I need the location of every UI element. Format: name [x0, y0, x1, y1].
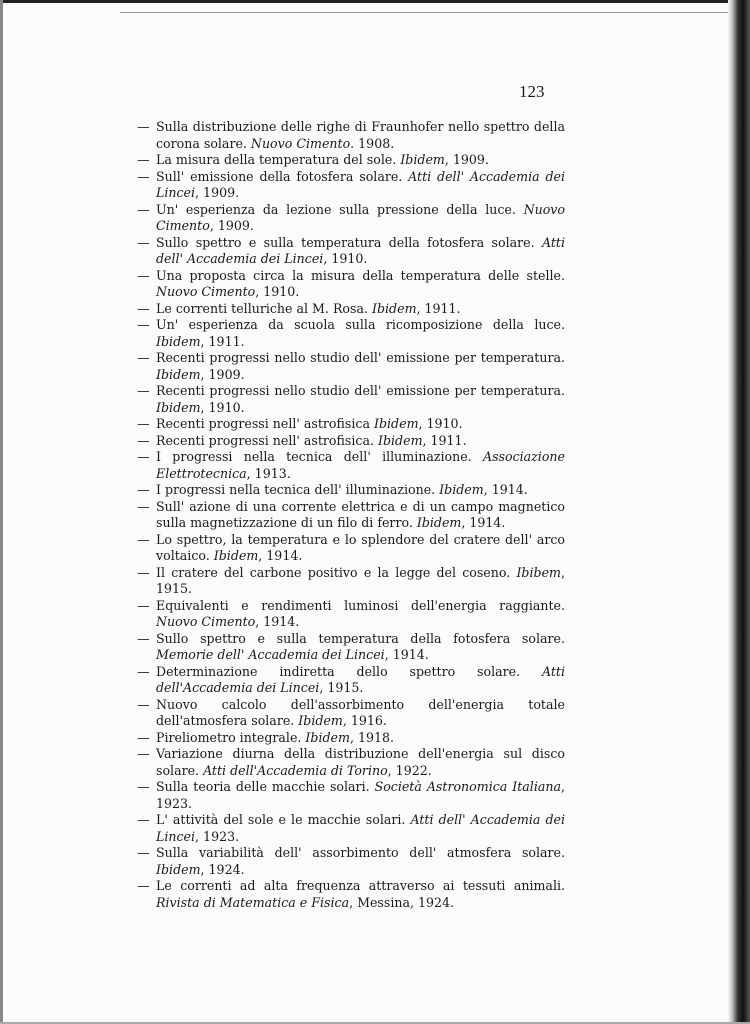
bibliography-entry: [137, 730, 565, 747]
bibliography-entry: [137, 482, 565, 499]
bibliography-entry: [137, 350, 565, 383]
bibliography-entry: [137, 845, 565, 878]
bibliography-entry: [137, 383, 565, 416]
entry-source: Rivista di Matematica e Fisica: [156, 894, 350, 910]
entry-source: Ibidem: [373, 416, 419, 431]
entry-source: Ibidem: [213, 548, 259, 563]
entry-dash: —: [137, 564, 150, 580]
entry-title: Recenti progressi nello studio dell' emissione per temperatura.: [156, 383, 565, 398]
bibliography-entry: [137, 878, 565, 911]
bibliography-entry: [137, 812, 565, 845]
entry-year: , 1923.: [195, 828, 240, 844]
entry-title: Variazione diurna della distribuzione dell'energia sul disco solare.: [156, 746, 565, 778]
entry-year: , 1914.: [384, 647, 429, 662]
entry-dash: —: [137, 878, 150, 893]
entry-source: Nuovo Cimento: [156, 614, 256, 629]
bibliography-entry: [137, 746, 565, 779]
entry-source: Atti dell'Accademia di Torino: [203, 762, 388, 778]
entry-year: , 1911.: [200, 333, 245, 349]
entry-dash: —: [137, 696, 150, 712]
entry-dash: —: [137, 663, 150, 679]
entry-source: Atti dell' Accademia dei Lincei: [156, 234, 565, 266]
bibliography-entry: [137, 779, 565, 812]
bibliography-entry: [137, 499, 565, 532]
entry-source: Ibidem: [156, 861, 201, 877]
entry-dash: —: [137, 746, 150, 761]
scan-left-edge: [0, 0, 3, 1024]
entry-title: La misura della temperatura del sole.: [156, 152, 401, 167]
entry-title: Equivalenti e rendimenti luminosi dell'energia raggiante.: [156, 597, 565, 613]
entry-year: , 1914.: [483, 482, 528, 497]
entry-year: , 1918.: [349, 729, 394, 745]
entry-year: , 1911.: [422, 432, 467, 448]
entry-year: , 1910.: [200, 399, 245, 415]
entry-source: Nuovo Cimento: [250, 135, 351, 151]
bibliography-entry: [137, 565, 565, 598]
entry-year: . 1908.: [350, 135, 395, 151]
bibliography-entry: [137, 268, 565, 301]
entry-title: Recenti progressi nello studio dell' emissione per temperatura.: [156, 350, 565, 365]
entry-dash: —: [137, 779, 150, 794]
entry-year: , 1914.: [255, 614, 300, 629]
bibliography-entry: [137, 317, 565, 350]
entry-year: , 1915.: [319, 680, 364, 695]
entry-dash: —: [137, 812, 150, 827]
entry-dash: —: [137, 531, 150, 547]
entry-year: , 1910.: [418, 416, 463, 431]
bibliography-entry: [137, 416, 565, 433]
entry-dash: —: [137, 498, 150, 514]
entry-source: Atti dell'Accademia dei Lincei: [156, 663, 565, 695]
entry-source: Ibidem: [439, 482, 484, 497]
entry-source: Ibibem: [516, 564, 561, 580]
entry-title: Sulla variabilità dell' assorbimento dell' atmosfera solare.: [156, 845, 565, 860]
entry-year: , 1915.: [156, 564, 565, 596]
entry-source: Ibidem: [156, 333, 201, 349]
entry-dash: —: [137, 729, 150, 745]
entry-dash: —: [137, 482, 150, 497]
bibliography-entry: [137, 664, 565, 697]
entry-year: , 1922.: [387, 762, 432, 778]
entry-dash: —: [137, 152, 150, 167]
entry-dash: —: [137, 416, 150, 431]
entry-year: , 1924.: [200, 861, 245, 877]
entry-title: L' attività del sole e le macchie solari.: [156, 812, 411, 827]
entry-source: Società Astronomica Italiana: [374, 779, 561, 794]
entry-title: Recenti progressi nell' astrofisica: [156, 416, 374, 431]
entry-dash: —: [137, 267, 150, 283]
entry-year: , Messina, 1924.: [349, 894, 455, 910]
entry-title: I progressi nella tecnica dell' illuminazione.: [156, 449, 483, 464]
entry-source: Memorie dell' Accademia dei Lincei: [156, 647, 385, 662]
bibliography-entry: [137, 631, 565, 664]
entry-year: , 1923.: [156, 779, 565, 811]
entry-title: Sullo spettro e sulla temperatura della fotosfera solare.: [156, 630, 565, 646]
entry-dash: —: [137, 630, 150, 646]
entry-source: Ibidem: [371, 300, 417, 316]
entry-dash: —: [137, 168, 150, 184]
entry-dash: —: [137, 449, 150, 464]
entry-year: , 1909.: [195, 185, 240, 200]
entry-title: Le correnti ad alta frequenza attraverso ai tessuti animali.: [156, 878, 565, 893]
entry-year: , 1913.: [246, 465, 291, 481]
entry-source: Atti dell' Accademia dei Lincei: [156, 168, 566, 200]
entry-year: , 1911.: [416, 300, 461, 316]
scan-top-rule: [120, 12, 750, 13]
bibliography-entry: [137, 697, 565, 730]
bibliography-entry: [137, 169, 565, 202]
entry-year: , 1909.: [444, 152, 489, 167]
entry-title: Un' esperienza da scuola sulla ricomposizione della luce.: [156, 317, 565, 332]
entry-dash: —: [137, 201, 150, 217]
entry-dash: —: [137, 119, 150, 134]
entry-year: , 1916.: [342, 713, 387, 728]
bibliography-entry: [137, 598, 565, 631]
entry-dash: —: [137, 317, 150, 332]
entry-title: Determinazione indiretta dello spettro solare.: [156, 663, 542, 679]
bibliography-entry: [137, 152, 565, 169]
entry-title: Una proposta circa la misura della temperatura delle stelle.: [156, 267, 565, 283]
page-number: 123: [519, 82, 545, 101]
entry-source: Ibidem: [298, 713, 343, 728]
entry-source: Nuovo Cimento: [156, 284, 256, 299]
entry-year: , 1909.: [209, 218, 254, 233]
entry-source: Ibidem: [156, 366, 201, 382]
entry-title: Le correnti telluriche al M. Rosa.: [156, 300, 372, 316]
entry-title: Il cratere del carbone positivo e la legge del coseno.: [156, 564, 517, 580]
entry-title: Sullo spettro e sulla temperatura della fotosfera solare.: [156, 234, 542, 250]
entry-source: Atti dell' Accademia dei Lincei: [156, 812, 565, 844]
entry-source: Ibidem: [156, 399, 201, 415]
entry-year: , 1910.: [323, 251, 368, 266]
entry-source: Associazione Elettrotecnica: [156, 449, 565, 481]
book-binding-edge: [728, 0, 750, 1024]
entry-dash: —: [137, 234, 150, 250]
bibliography-entry: [137, 202, 565, 235]
entry-year: , 1914.: [461, 515, 506, 530]
bibliography-entry: [137, 119, 565, 152]
entry-dash: —: [137, 845, 150, 860]
entry-title: Recenti progressi nell' astrofisica.: [156, 432, 378, 448]
entry-dash: —: [137, 383, 150, 398]
bibliography-list: [137, 119, 565, 911]
bibliography-entry: [137, 449, 565, 482]
bibliography-entry: [137, 235, 565, 268]
scan-top-edge: [0, 0, 750, 3]
entry-title: I progressi nella tecnica dell' illuminazione.: [156, 482, 440, 497]
entry-year: , 1910.: [255, 284, 300, 299]
entry-source: Ibidem: [305, 729, 350, 745]
entry-dash: —: [137, 350, 150, 365]
entry-source: Ibidem: [400, 152, 445, 167]
entry-title: Nuovo calcolo dell'assorbimento dell'energia totale dell'atmosfera solare.: [156, 696, 565, 728]
entry-title: Sull' emissione della fotosfera solare.: [156, 168, 409, 184]
entry-year: , 1914.: [258, 548, 303, 563]
entry-title: Sulla teoria delle macchie solari.: [156, 779, 375, 794]
bibliography-entry: [137, 301, 565, 318]
entry-source: Nuovo Cimento: [156, 201, 565, 233]
entry-title: Pireliometro integrale.: [156, 729, 306, 745]
entry-dash: —: [137, 432, 150, 448]
entry-title: Sulla distribuzione delle righe di Fraunhofer nello spettro della corona solare.: [156, 119, 565, 151]
entry-title: Lo spettro, la temperatura e lo splendore del cratere dell' arco voltaico.: [156, 531, 565, 563]
entry-dash: —: [137, 300, 150, 316]
bibliography-entry: [137, 433, 565, 450]
entry-year: , 1909.: [200, 366, 245, 382]
entry-source: Ibidem: [377, 432, 423, 448]
entry-title: Un' esperienza da lezione sulla pressione della luce.: [156, 201, 524, 217]
entry-dash: —: [137, 597, 150, 613]
entry-source: Ibidem: [416, 515, 462, 530]
entry-title: Sull' azione di una corrente elettrica e di un campo magnetico sulla magnetizzazione di un filo di ferro.: [156, 498, 565, 530]
bibliography-entry: [137, 532, 565, 565]
